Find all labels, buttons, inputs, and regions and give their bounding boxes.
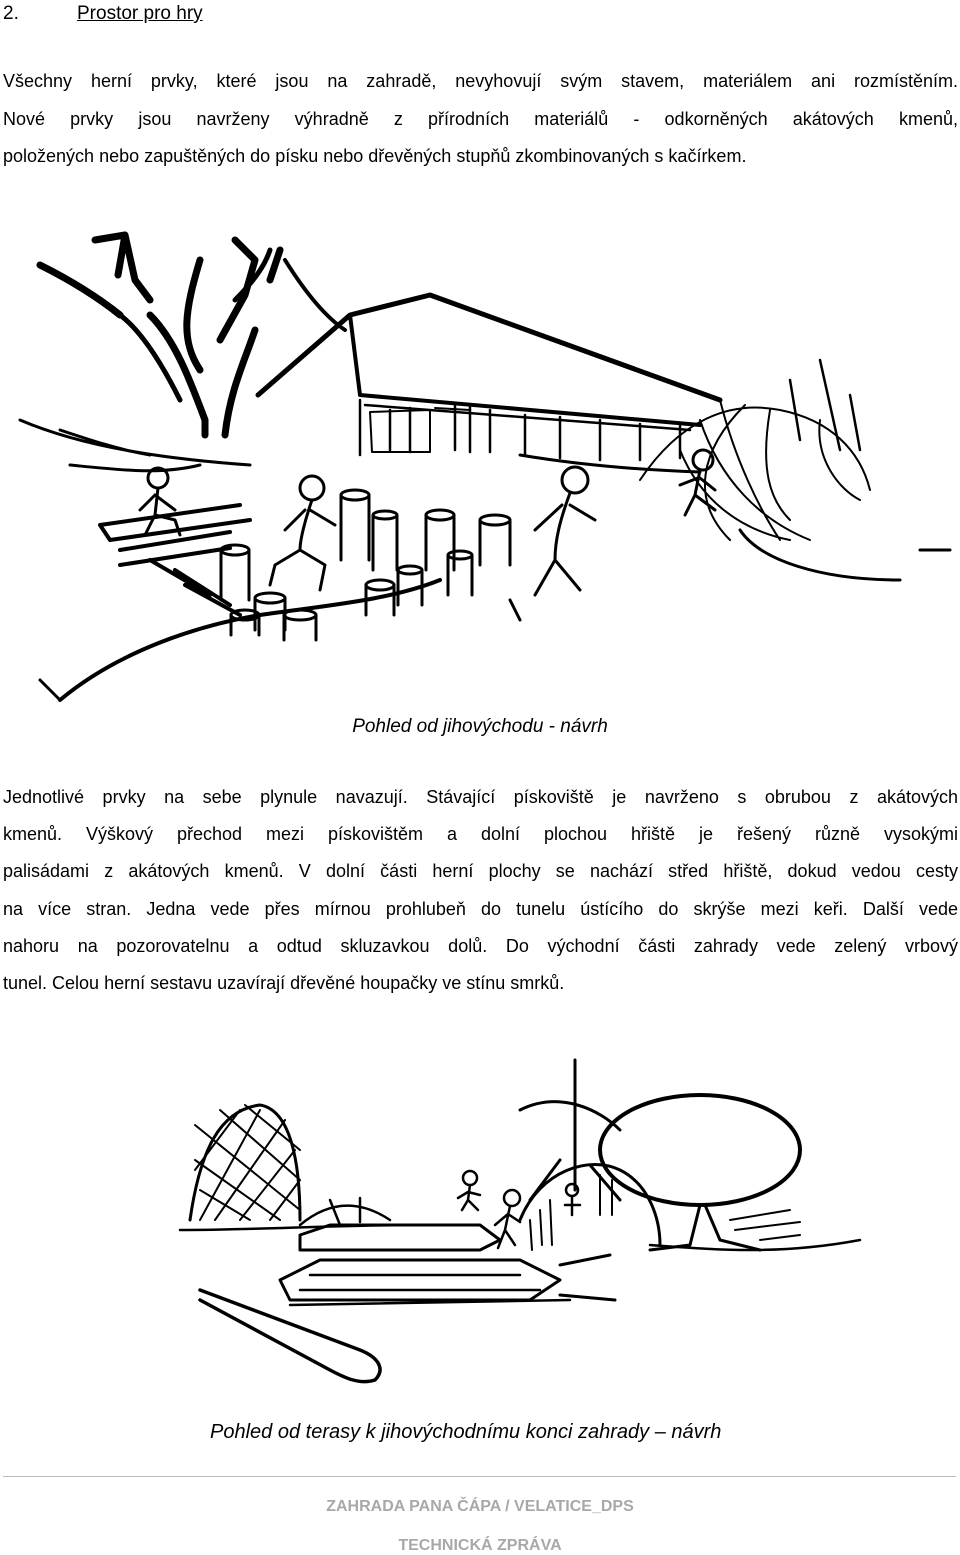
intro-line: Nové prvky jsou navrženy výhradně z přírodních materiálů - odkorněných akátových kmenů, (3, 108, 958, 129)
figure1-caption: Pohled od jihovýchodu - návrh (352, 716, 608, 737)
figure2-caption: Pohled od terasy k jihovýchodnímu konci zahrady – návrh (210, 1421, 722, 1443)
intro-line: Všechny herní prvky, které jsou na zahradě, nevyhovují svým stavem, materiálem ani rozmístěním. (3, 71, 958, 91)
sketch-terrace-view (0, 1050, 960, 1410)
section-title: Prostor pro hry (77, 3, 203, 24)
body-line: na více stran. Jedna vede přes mírnou prohlubeň do tunelu ústícího do skrýše mezi keři. Další vede (3, 898, 958, 919)
section-heading (3, 2, 203, 26)
footer-divider (3, 1476, 956, 1477)
section-number: 2. (3, 3, 19, 24)
body-line: kmenů. Výškový přechod mezi pískovištěm a dolní plochou hřiště je řešený různě vysokými (3, 824, 958, 845)
footer-project: ZAHRADA PANA ČÁPA / VELATICE_DPS (326, 1498, 634, 1515)
body-line: Jednotlivé prvky na sebe plynule navazují. Stávající pískoviště je navrženo s obrubou z akátových (3, 787, 958, 807)
body-line: tunel. Celou herní sestavu uzavírají dřevěné houpačky ve stínu smrků. (3, 973, 565, 994)
sketch-southeast-view (0, 220, 960, 715)
body-line: palisádami z akátových kmenů. V dolní části herní plochy se nachází střed hřiště, dokud vedou cesty (3, 861, 958, 882)
intro-paragraph (3, 63, 958, 176)
body-paragraph (3, 779, 958, 1002)
intro-line: položených nebo zapuštěných do písku nebo dřevěných stupňů zkombinovaných s kačírkem. (3, 146, 747, 166)
footer-doc-type: TECHNICKÁ ZPRÁVA (398, 1537, 562, 1554)
body-line: nahoru na pozorovatelnu a odtud skluzavkou dolů. Do východní části zahrady vede zelený vrbový (3, 935, 958, 956)
